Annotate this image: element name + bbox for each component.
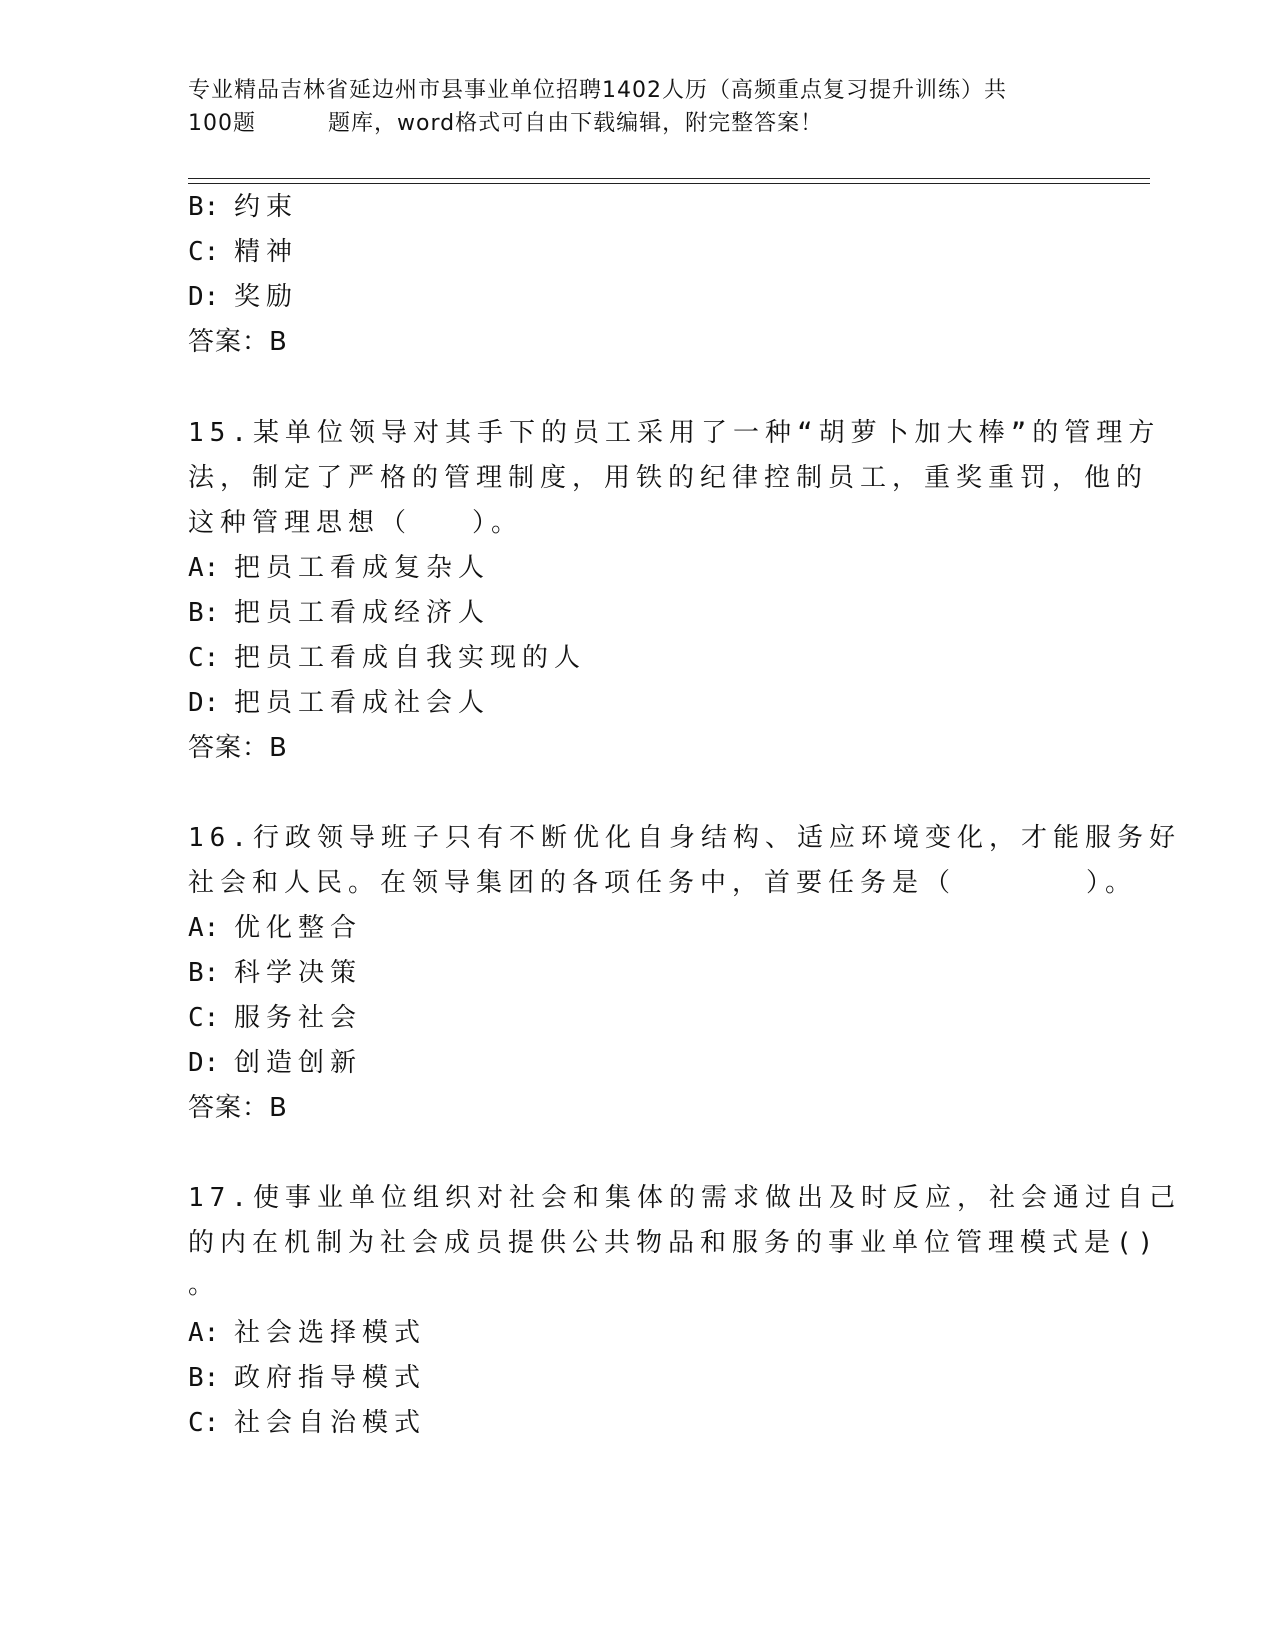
q16-option-c: C: 服务社会: [188, 1003, 363, 1033]
q16-option-d: D: 创造创新: [188, 1048, 363, 1078]
q16-stem-line-1: 16.行政领导班子只有不断优化自身结构、适应环境变化，才能服务好: [188, 823, 1181, 853]
q17-option-c: C: 社会自治模式: [188, 1408, 427, 1438]
q17-stem-line-3: 。: [188, 1270, 221, 1300]
q16-answer: 答案：B: [188, 1093, 288, 1123]
q15-stem-line-2: 法，制定了严格的管理制度，用铁的纪律控制员工，重奖重罚，他的: [188, 463, 1149, 493]
q16-stem-line-2: 社会和人民。在领导集团的各项任务中，首要任务是（ ）。: [188, 868, 1138, 898]
q15-stem-line-3: 这种管理思想（ ）。: [188, 508, 524, 538]
q17-stem-line-2: 的内在机制为社会成员提供公共物品和服务的事业单位管理模式是(): [188, 1228, 1160, 1258]
header-line-2: [188, 107, 1088, 140]
header-line-1: 专业精品吉林省延边州市县事业单位招聘1402人历（高频重点复习提升训练）共: [188, 78, 1007, 103]
q15-stem-line-1: 15.某单位领导对其手下的员工采用了一种“胡萝卜加大棒”的管理方: [188, 418, 1161, 448]
document-header: [188, 74, 1088, 140]
q17-option-b: B: 政府指导模式: [188, 1363, 427, 1393]
q15-option-d: D: 把员工看成社会人: [188, 688, 491, 718]
q16-option-a: A: 优化整合: [188, 913, 363, 943]
q14-answer: 答案：B: [188, 327, 288, 357]
q16-option-b: B: 科学决策: [188, 958, 363, 988]
header-divider-top: [188, 178, 1150, 179]
header-line-2-count: 100题: [188, 111, 256, 136]
q17-option-a: A: 社会选择模式: [188, 1318, 427, 1348]
q14-option-d: D: 奖励: [188, 282, 299, 312]
q15-answer: 答案：B: [188, 733, 288, 763]
q14-option-b: B: 约束: [188, 192, 299, 222]
q15-option-c: C: 把员工看成自我实现的人: [188, 643, 587, 673]
header-line-2-text: 题库，word格式可自由下载编辑，附完整答案！: [328, 111, 824, 136]
header-divider-bottom: [188, 183, 1150, 184]
q17-stem-line-1: 17.使事业单位组织对社会和集体的需求做出及时反应，社会通过自己: [188, 1183, 1181, 1213]
q15-option-b: B: 把员工看成经济人: [188, 598, 491, 628]
q15-option-a: A: 把员工看成复杂人: [188, 553, 491, 583]
q14-option-c: C: 精神: [188, 237, 299, 267]
